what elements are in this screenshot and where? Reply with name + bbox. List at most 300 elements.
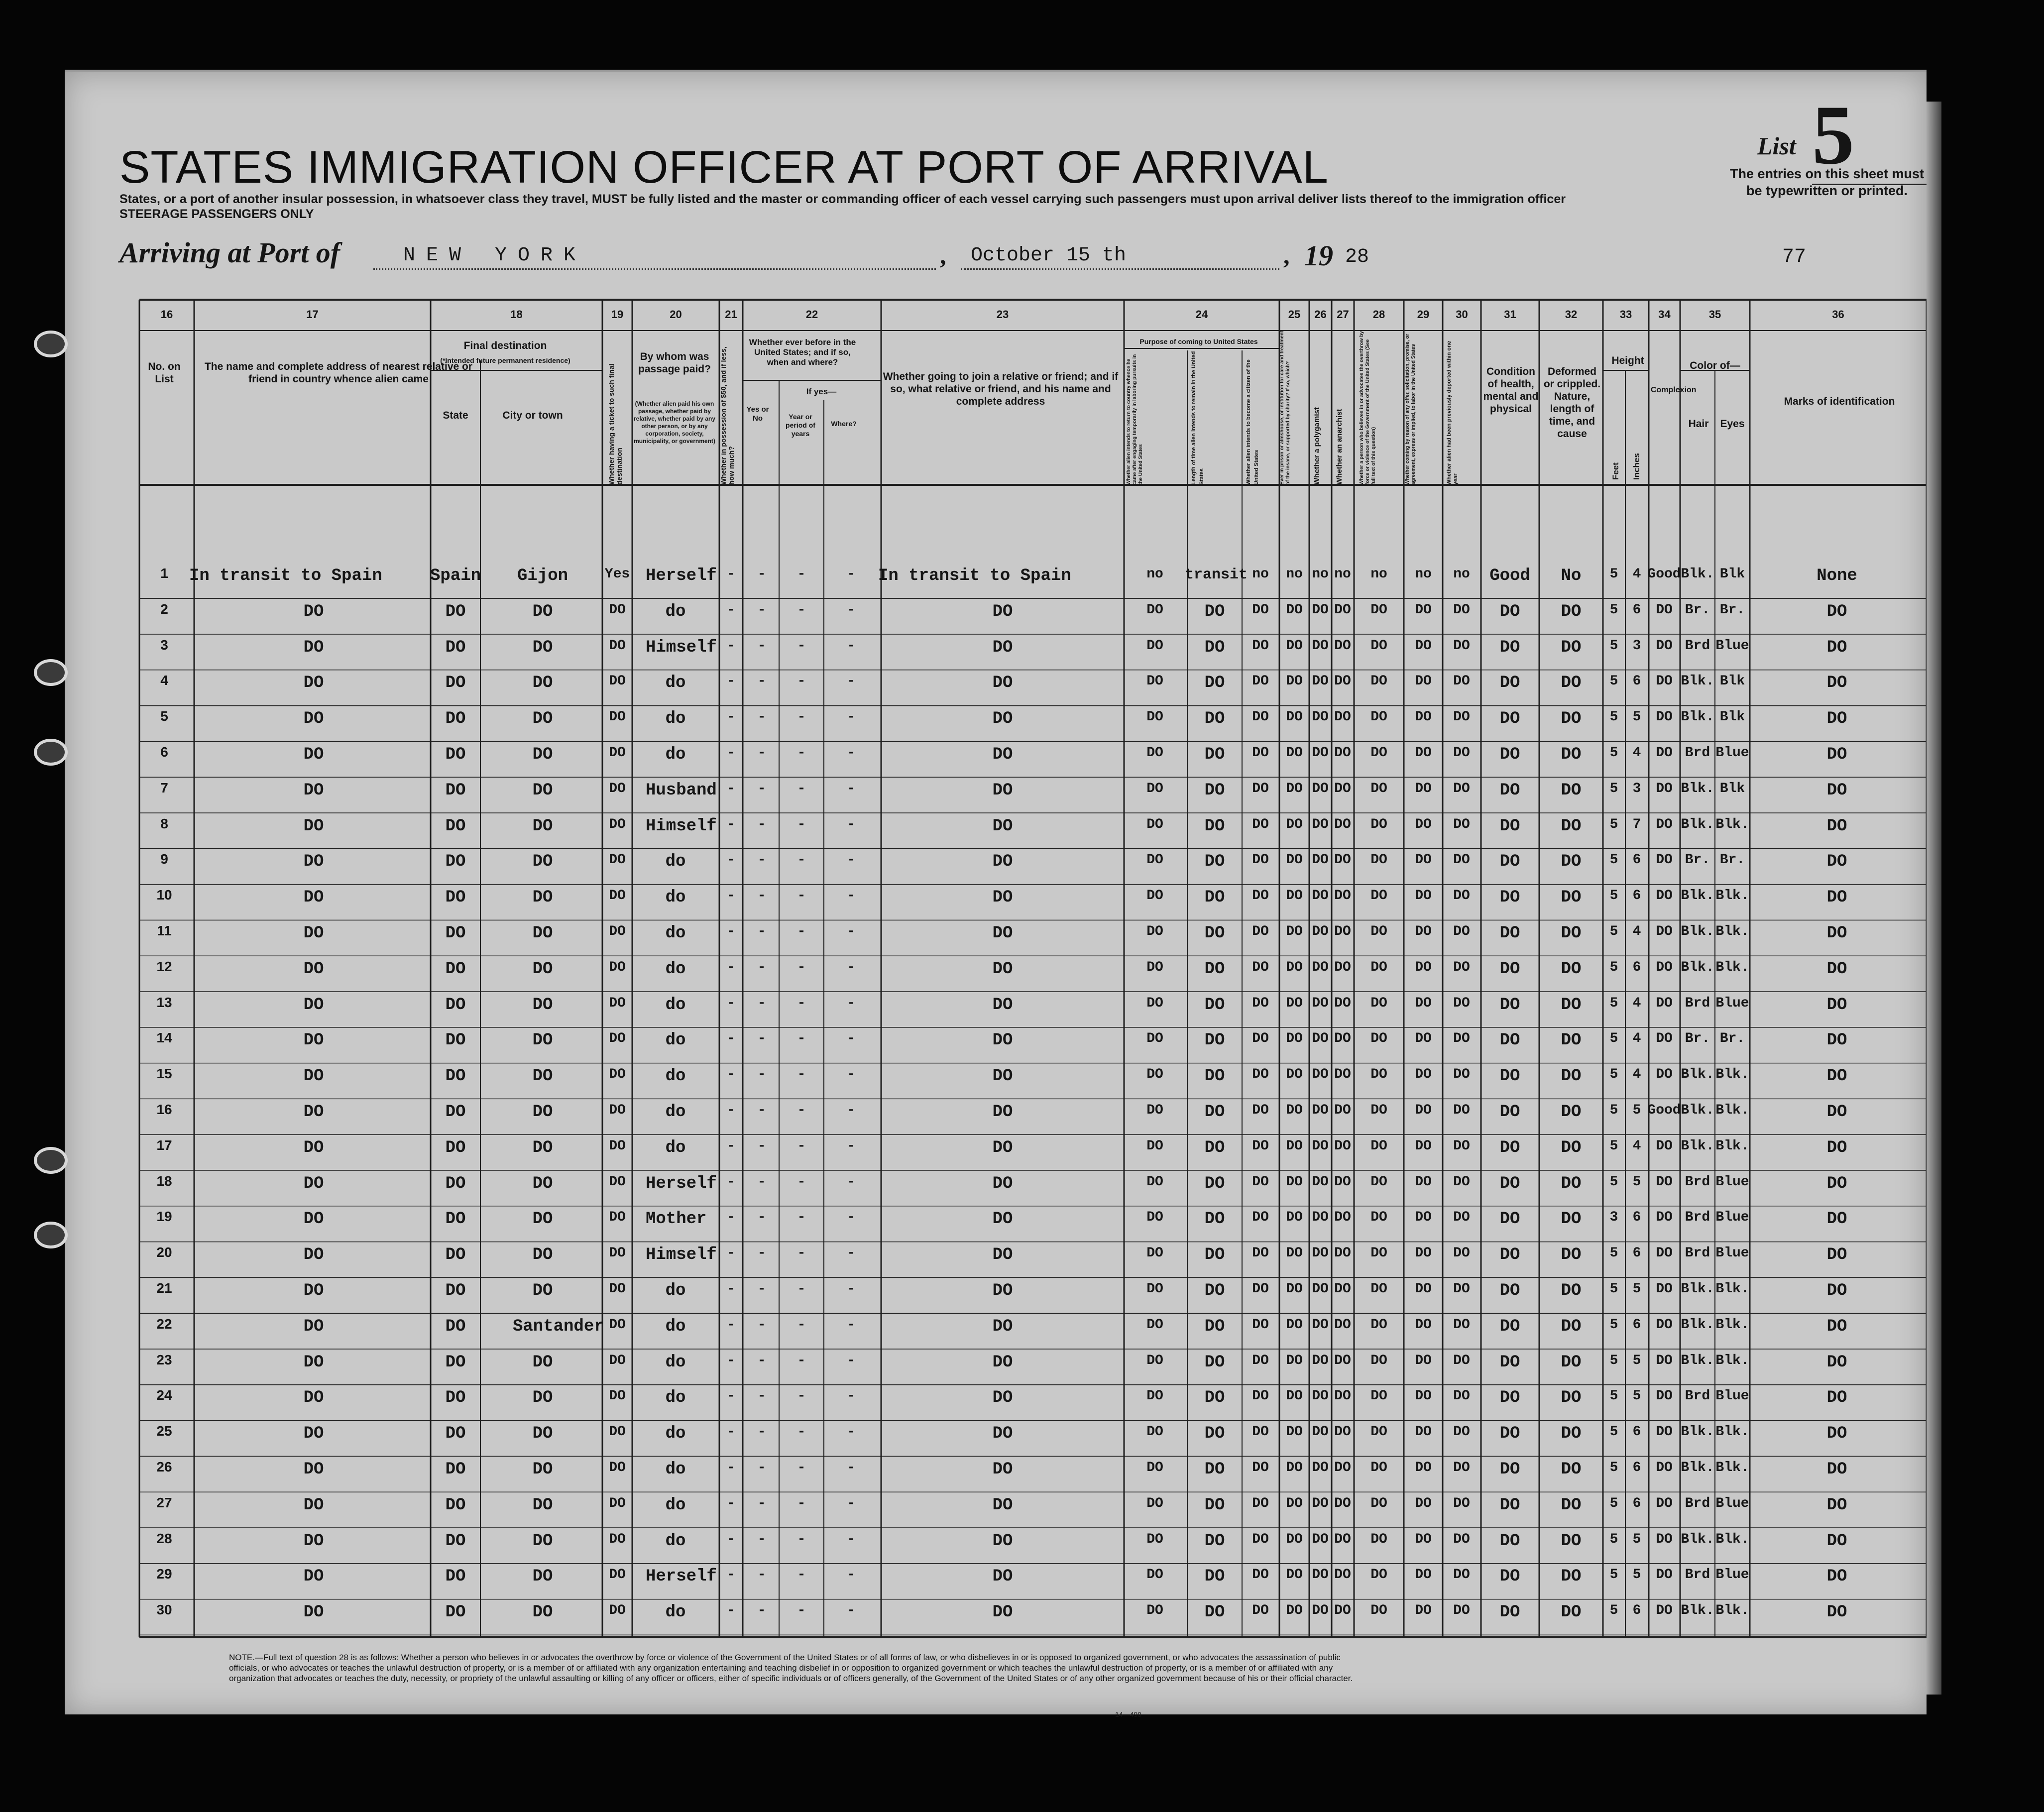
cell-c25: DO xyxy=(1286,745,1303,761)
cell-c34: DO xyxy=(1656,1424,1673,1440)
column-number: 20 xyxy=(670,308,682,321)
cell-c22b: - xyxy=(797,1317,806,1333)
cell-c22b: - xyxy=(797,924,806,939)
cell-city: DO xyxy=(532,1174,553,1193)
cell-c36: DO xyxy=(1826,1174,1847,1193)
cell-c17: DO xyxy=(303,674,324,693)
header-where: Where? xyxy=(831,420,857,428)
cell-c29: DO xyxy=(1415,781,1432,796)
cell-c29: DO xyxy=(1415,1603,1432,1619)
cell-hair: Blk. xyxy=(1681,674,1714,689)
cell-state: DO xyxy=(445,602,466,621)
cell-state: DO xyxy=(445,745,466,764)
cell-c27: no xyxy=(1334,566,1351,582)
column-number: 22 xyxy=(805,308,818,321)
cell-hair: Blk. xyxy=(1681,1353,1714,1368)
cell-c26: DO xyxy=(1312,602,1329,618)
cell-ft: 5 xyxy=(1609,1603,1618,1619)
cell-c22c: - xyxy=(847,1210,856,1226)
cell-ticket: DO xyxy=(609,1031,626,1047)
cell-c24b: DO xyxy=(1204,1103,1225,1122)
cell-ft: 5 xyxy=(1609,745,1618,761)
cell-c23: DO xyxy=(992,959,1013,979)
cell-c36: DO xyxy=(1826,1567,1847,1586)
comma-separator: , xyxy=(1283,241,1290,269)
cell-c25: DO xyxy=(1286,1174,1303,1190)
cell-c27: DO xyxy=(1334,1353,1351,1368)
header-previously-in-us: Whether ever before in the United States; and if so, when and where? xyxy=(749,338,856,367)
cell-in: 4 xyxy=(1632,1031,1641,1047)
cell-c24b: DO xyxy=(1204,638,1225,657)
header-passage-paid-note: (Whether alien paid his own passage, whether paid by relative, whether paid by any other person, or by any corporation, society, municipality, or government) xyxy=(633,400,716,445)
cell-c31: DO xyxy=(1499,888,1520,907)
cell-c30: DO xyxy=(1453,1281,1470,1297)
cell-c25: DO xyxy=(1286,638,1303,654)
cell-c29: no xyxy=(1415,566,1432,582)
cell-c36: DO xyxy=(1826,1531,1847,1551)
cell-c32: DO xyxy=(1561,816,1582,836)
cell-city: DO xyxy=(532,674,553,693)
cell-c23: DO xyxy=(992,1495,1013,1515)
cell-in: 4 xyxy=(1632,924,1641,939)
cell-in: 4 xyxy=(1632,745,1641,761)
cell-c27: DO xyxy=(1334,674,1351,689)
cell-c21: - xyxy=(726,745,735,761)
header-anarchist: Whether an anarchist xyxy=(1335,409,1344,485)
cell-in: 6 xyxy=(1632,1210,1641,1226)
cell-c30: DO xyxy=(1453,1567,1470,1583)
cell-c28: DO xyxy=(1370,816,1387,832)
cell-c30: DO xyxy=(1453,781,1470,796)
cell-paid: do xyxy=(665,1388,686,1408)
cell-c34: DO xyxy=(1656,745,1673,761)
cell-c23: DO xyxy=(992,638,1013,657)
cell-c32: DO xyxy=(1561,852,1582,872)
cell-c24c: DO xyxy=(1252,1281,1269,1297)
cell-c29: DO xyxy=(1415,1353,1432,1368)
cell-c17: DO xyxy=(303,1531,324,1551)
cell-c23: DO xyxy=(992,852,1013,872)
cell-c21: - xyxy=(726,1174,735,1190)
cell-c27: DO xyxy=(1334,709,1351,725)
row-number: 30 xyxy=(156,1602,172,1618)
cell-ft: 5 xyxy=(1609,709,1618,725)
cell-c23: DO xyxy=(992,1424,1013,1444)
cell-c27: DO xyxy=(1334,1031,1351,1047)
column-number: 17 xyxy=(306,308,319,321)
cell-ft: 5 xyxy=(1609,1031,1618,1047)
cell-c31: DO xyxy=(1499,1031,1520,1050)
cell-c22c: - xyxy=(847,995,856,1011)
cell-c22a: - xyxy=(757,995,766,1011)
cell-c22a: - xyxy=(757,674,766,689)
cell-c36: DO xyxy=(1826,1460,1847,1479)
row-number: 18 xyxy=(156,1173,172,1189)
cell-c24c: no xyxy=(1252,566,1269,582)
cell-c22a: - xyxy=(757,1388,766,1404)
date-field: October 15 th xyxy=(961,242,1279,270)
cell-c31: DO xyxy=(1499,1531,1520,1551)
cell-c25: DO xyxy=(1286,1281,1303,1297)
cell-c29: DO xyxy=(1415,959,1432,975)
cell-eyes: Br. xyxy=(1719,1031,1745,1047)
cell-c36: DO xyxy=(1826,781,1847,800)
cell-eyes: Blue xyxy=(1715,1174,1749,1190)
column-number: 28 xyxy=(1372,308,1385,321)
cell-city: DO xyxy=(532,1246,553,1265)
cell-c28: DO xyxy=(1370,1353,1387,1368)
cell-c23: DO xyxy=(992,709,1013,729)
cell-hair: Brd xyxy=(1685,1246,1710,1261)
cell-c24b: DO xyxy=(1204,745,1225,764)
cell-c34: DO xyxy=(1656,781,1673,796)
form-code: 14—490 xyxy=(1115,1710,1141,1718)
cell-c25: DO xyxy=(1286,1210,1303,1226)
cell-c30: DO xyxy=(1453,1103,1470,1118)
cell-c23: DO xyxy=(992,924,1013,943)
cell-c36: DO xyxy=(1826,1495,1847,1515)
cell-c29: DO xyxy=(1415,1210,1432,1226)
cell-c24a: no xyxy=(1146,566,1163,582)
cell-in: 5 xyxy=(1632,1103,1641,1118)
cell-c29: DO xyxy=(1415,1317,1432,1333)
cell-hair: Blk. xyxy=(1681,1067,1714,1083)
row-number: 7 xyxy=(160,780,168,795)
steerage-label: STEERAGE PASSENGERS ONLY xyxy=(119,207,314,221)
row-number: 20 xyxy=(156,1245,172,1260)
cell-city: DO xyxy=(532,745,553,764)
cell-in: 5 xyxy=(1632,1531,1641,1547)
cell-ticket: DO xyxy=(609,924,626,939)
cell-c24b: DO xyxy=(1204,995,1225,1015)
cell-c24b: DO xyxy=(1204,1531,1225,1551)
cell-c26: DO xyxy=(1312,1067,1329,1083)
cell-c22a: - xyxy=(757,959,766,975)
cell-ticket: DO xyxy=(609,995,626,1011)
cell-c17: DO xyxy=(303,1067,324,1086)
cell-c27: DO xyxy=(1334,1603,1351,1619)
cell-c17: DO xyxy=(303,1567,324,1586)
cell-c32: DO xyxy=(1561,1103,1582,1122)
cell-c21: - xyxy=(726,1031,735,1047)
cell-hair: Blk. xyxy=(1681,959,1714,975)
cell-c24a: DO xyxy=(1146,1460,1163,1475)
cell-state: DO xyxy=(445,674,466,693)
cell-c24c: DO xyxy=(1252,781,1269,796)
cell-c30: DO xyxy=(1453,745,1470,761)
row-number: 22 xyxy=(156,1316,172,1332)
cell-c34: DO xyxy=(1656,995,1673,1011)
list-label: List xyxy=(1757,132,1796,160)
cell-c24c: DO xyxy=(1252,888,1269,904)
cell-c29: DO xyxy=(1415,709,1432,725)
cell-c32: DO xyxy=(1561,1603,1582,1622)
binder-hole-icon xyxy=(34,659,68,686)
cell-in: 6 xyxy=(1632,1246,1641,1261)
cell-c34: DO xyxy=(1656,674,1673,689)
comma-separator: , xyxy=(940,241,946,269)
cell-c27: DO xyxy=(1334,745,1351,761)
cell-c31: DO xyxy=(1499,1388,1520,1408)
cell-c24c: DO xyxy=(1252,924,1269,939)
cell-c21: - xyxy=(726,1138,735,1154)
cell-c22b: - xyxy=(797,674,806,689)
cell-c34: DO xyxy=(1656,1210,1673,1226)
cell-eyes: Blue xyxy=(1715,745,1749,761)
cell-c29: DO xyxy=(1415,924,1432,939)
cell-c31: DO xyxy=(1499,1460,1520,1479)
cell-c22b: - xyxy=(797,1353,806,1368)
cell-c24a: DO xyxy=(1146,1353,1163,1368)
header-color: Color of— xyxy=(1690,360,1740,371)
cell-city: DO xyxy=(532,1531,553,1551)
cell-ticket: DO xyxy=(609,888,626,904)
cell-c28: DO xyxy=(1370,1317,1387,1333)
cell-ticket: DO xyxy=(609,674,626,689)
cell-hair: Brd xyxy=(1685,1567,1710,1583)
cell-paid: do xyxy=(665,1031,686,1050)
cell-c36: DO xyxy=(1826,924,1847,943)
cell-city: DO xyxy=(532,924,553,943)
cell-c31: DO xyxy=(1499,781,1520,800)
cell-eyes: Blk. xyxy=(1715,1424,1749,1440)
cell-c30: DO xyxy=(1453,1246,1470,1261)
cell-c22a: - xyxy=(757,781,766,796)
column-number: 30 xyxy=(1456,308,1468,321)
cell-c22c: - xyxy=(847,816,856,832)
column-number: 27 xyxy=(1337,308,1349,321)
cell-c30: DO xyxy=(1453,709,1470,725)
cell-paid: Herself xyxy=(646,1174,717,1193)
cell-c22b: - xyxy=(797,1174,806,1190)
header-relative-abroad: The name and complete address of nearest relative or friend in country whence alien came xyxy=(204,361,473,385)
cell-c25: DO xyxy=(1286,1031,1303,1047)
cell-c22c: - xyxy=(847,709,856,725)
cell-c28: DO xyxy=(1370,709,1387,725)
cell-paid: do xyxy=(665,602,686,621)
cell-c23: DO xyxy=(992,1067,1013,1086)
cell-c24a: DO xyxy=(1146,959,1163,975)
cell-c21: - xyxy=(726,816,735,832)
cell-c30: DO xyxy=(1453,1388,1470,1404)
cell-c36: DO xyxy=(1826,1246,1847,1265)
cell-c29: DO xyxy=(1415,1495,1432,1511)
header-deformed: Deformed or crippled. Nature, length of time, and cause xyxy=(1543,366,1601,440)
cell-state: DO xyxy=(445,1067,466,1086)
cell-c28: DO xyxy=(1370,959,1387,975)
cell-c24a: DO xyxy=(1146,1317,1163,1333)
cell-city: DO xyxy=(532,1495,553,1515)
cell-c17: DO xyxy=(303,745,324,764)
cell-paid: do xyxy=(665,995,686,1015)
cell-in: 6 xyxy=(1632,1317,1641,1333)
cell-ft: 5 xyxy=(1609,852,1618,868)
year-suffix: 28 xyxy=(1345,246,1369,268)
cell-c34: DO xyxy=(1656,888,1673,904)
cell-paid: Himself xyxy=(646,638,717,657)
cell-c28: DO xyxy=(1370,1388,1387,1404)
cell-paid: do xyxy=(665,1353,686,1372)
cell-c36: DO xyxy=(1826,1138,1847,1157)
cell-c30: DO xyxy=(1453,924,1470,939)
cell-c28: DO xyxy=(1370,1031,1387,1047)
cell-c30: DO xyxy=(1453,1138,1470,1154)
cell-c23: DO xyxy=(992,816,1013,836)
cell-c22a: - xyxy=(757,1138,766,1154)
cell-c17: DO xyxy=(303,709,324,729)
cell-c17: DO xyxy=(303,888,324,907)
cell-paid: do xyxy=(665,674,686,693)
cell-c32: DO xyxy=(1561,1210,1582,1229)
row-number: 26 xyxy=(156,1459,172,1474)
cell-c22b: - xyxy=(797,1603,806,1619)
cell-c24a: DO xyxy=(1146,1246,1163,1261)
cell-c22c: - xyxy=(847,1281,856,1297)
column-number: 18 xyxy=(510,308,523,321)
cell-paid: do xyxy=(665,959,686,979)
cell-c17: DO xyxy=(303,1210,324,1229)
cell-c31: DO xyxy=(1499,1567,1520,1586)
cell-c21: - xyxy=(726,1388,735,1404)
cell-paid: do xyxy=(665,1317,686,1336)
cell-paid: do xyxy=(665,1424,686,1444)
cell-c22a: - xyxy=(757,709,766,725)
cell-paid: Husband xyxy=(646,781,717,800)
cell-c26: DO xyxy=(1312,1281,1329,1297)
cell-c36: DO xyxy=(1826,1103,1847,1122)
cell-c36: DO xyxy=(1826,888,1847,907)
header-passage-paid: By whom was passage paid? xyxy=(638,351,711,375)
cell-c24b: DO xyxy=(1204,1210,1225,1229)
cell-c32: DO xyxy=(1561,1317,1582,1336)
cell-in: 6 xyxy=(1632,852,1641,868)
cell-state: DO xyxy=(445,1210,466,1229)
cell-c21: - xyxy=(726,602,735,618)
cell-c22c: - xyxy=(847,638,856,654)
row-number: 16 xyxy=(156,1102,172,1117)
cell-c30: DO xyxy=(1453,1495,1470,1511)
cell-c30: DO xyxy=(1453,852,1470,868)
cell-hair: Br. xyxy=(1685,1031,1710,1047)
column-number: 35 xyxy=(1708,308,1721,321)
cell-in: 6 xyxy=(1632,674,1641,689)
cell-c22b: - xyxy=(797,959,806,975)
cell-c30: DO xyxy=(1453,674,1470,689)
cell-ticket: DO xyxy=(609,1210,626,1226)
header-final-destination-note: (*Intended future permanent residence) xyxy=(440,356,570,364)
cell-c24b: DO xyxy=(1204,888,1225,907)
cell-c27: DO xyxy=(1334,888,1351,904)
cell-eyes: Blk. xyxy=(1715,924,1749,939)
cell-c36: None xyxy=(1817,566,1857,585)
cell-ticket: DO xyxy=(609,1567,626,1583)
cell-hair: Blk. xyxy=(1681,566,1714,582)
manifest-sheet xyxy=(65,70,1927,1718)
cell-ft: 5 xyxy=(1609,1174,1618,1190)
cell-c17: DO xyxy=(303,959,324,979)
cell-eyes: Blk. xyxy=(1715,1603,1749,1619)
cell-c22a: - xyxy=(757,745,766,761)
cell-city: Gijon xyxy=(517,566,568,585)
cell-c27: DO xyxy=(1334,816,1351,832)
cell-c28: no xyxy=(1370,566,1387,582)
cell-eyes: Blk xyxy=(1719,674,1745,689)
cell-c30: DO xyxy=(1453,816,1470,832)
cell-c26: DO xyxy=(1312,1317,1329,1333)
cell-hair: Brd xyxy=(1685,638,1710,654)
cell-c34: DO xyxy=(1656,852,1673,868)
cell-c17: DO xyxy=(303,1031,324,1050)
cell-c17: DO xyxy=(303,995,324,1015)
cell-c31: DO xyxy=(1499,924,1520,943)
cell-c22b: - xyxy=(797,1424,806,1440)
cell-in: 6 xyxy=(1632,959,1641,975)
cell-c23: DO xyxy=(992,888,1013,907)
cell-c24c: DO xyxy=(1252,852,1269,868)
cell-c22b: - xyxy=(797,709,806,725)
cell-c26: DO xyxy=(1312,995,1329,1011)
cell-c22c: - xyxy=(847,1138,856,1154)
row-number: 23 xyxy=(156,1352,172,1367)
cell-c30: DO xyxy=(1453,1424,1470,1440)
cell-in: 6 xyxy=(1632,1424,1641,1440)
cell-c27: DO xyxy=(1334,1567,1351,1583)
cell-in: 6 xyxy=(1632,888,1641,904)
cell-c28: DO xyxy=(1370,1495,1387,1511)
cell-eyes: Blk. xyxy=(1715,888,1749,904)
cell-eyes: Blue xyxy=(1715,995,1749,1011)
cell-c32: DO xyxy=(1561,1388,1582,1408)
cell-c32: DO xyxy=(1561,959,1582,979)
cell-c24c: DO xyxy=(1252,1603,1269,1619)
cell-city: DO xyxy=(532,1567,553,1586)
column-number: 25 xyxy=(1288,308,1301,321)
cell-c24a: DO xyxy=(1146,781,1163,796)
cell-ticket: DO xyxy=(609,1495,626,1511)
cell-hair: Br. xyxy=(1685,852,1710,868)
cell-c29: DO xyxy=(1415,674,1432,689)
cell-c23: DO xyxy=(992,602,1013,621)
cell-c22b: - xyxy=(797,1210,806,1226)
header-purpose: Purpose of coming to United States xyxy=(1139,338,1258,345)
cell-c29: DO xyxy=(1415,1460,1432,1475)
cell-city: DO xyxy=(532,1603,553,1622)
header-marks: Marks of identification xyxy=(1784,396,1895,407)
cell-c22c: - xyxy=(847,566,856,582)
cell-c28: DO xyxy=(1370,1460,1387,1475)
cell-c30: DO xyxy=(1453,1460,1470,1475)
cell-paid: do xyxy=(665,888,686,907)
header-money: Whether in possession of $50, and if less, how much? xyxy=(719,346,735,485)
row-number: 28 xyxy=(156,1530,172,1546)
cell-c21: - xyxy=(726,1246,735,1261)
cell-c30: DO xyxy=(1453,1353,1470,1368)
cell-c25: DO xyxy=(1286,1388,1303,1404)
cell-c25: DO xyxy=(1286,1531,1303,1547)
cell-c26: no xyxy=(1312,566,1329,582)
cell-c26: DO xyxy=(1312,1031,1329,1047)
cell-c29: DO xyxy=(1415,1388,1432,1404)
form-subtitle: States, or a port of another insular possession, in whatsoever class they travel, MUST be fully listed and the master or commanding officer of each vessel carrying such passengers must upon arrival deliver lists thereof to the immigration officer xyxy=(119,192,1566,206)
cell-paid: do xyxy=(665,852,686,872)
cell-c26: DO xyxy=(1312,1210,1329,1226)
cell-c24b: DO xyxy=(1204,1460,1225,1479)
cell-c22a: - xyxy=(757,1210,766,1226)
row-number: 13 xyxy=(156,994,172,1010)
cell-c36: DO xyxy=(1826,1353,1847,1372)
cell-hair: Blk. xyxy=(1681,924,1714,939)
cell-c22c: - xyxy=(847,781,856,796)
